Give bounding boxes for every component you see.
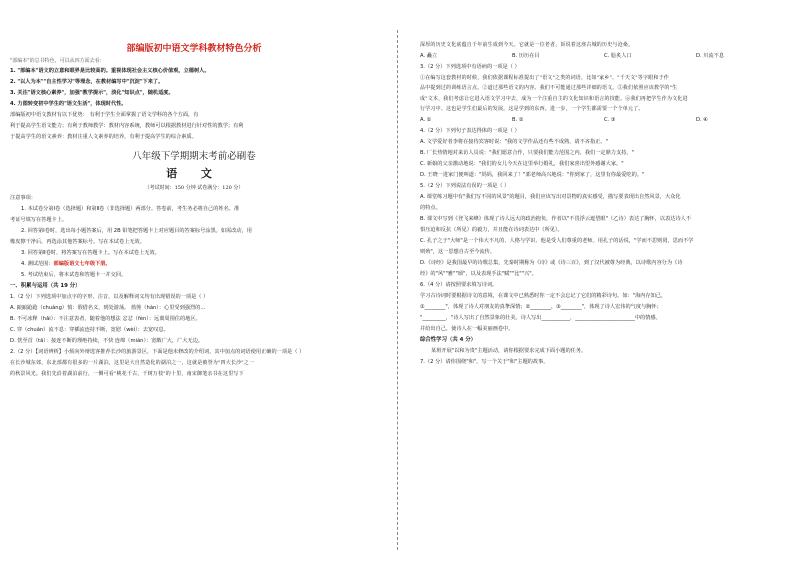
question-7: 7.（2 分）请你围绕"和"，写一个关于"和"主题的故事。 xyxy=(420,358,549,365)
q4-option-b: B. 厂长热情地对来访人员说："我们愿意合作，只要我们能力范围之内，我们一定鼎力支持。" xyxy=(420,149,634,156)
q1-option-d: D. 恍至首（tā）：接连不断的理绝持续，不快 连绵（mián）：宽敞广大，广大无边。 xyxy=(10,338,204,344)
notice-2-cont: 橡皮擦干净后，再选涂其他答案标号。写在本试卷上无效。 xyxy=(10,239,145,245)
question-6: 6.（4 分）请按照要求填写诗词。 xyxy=(420,281,498,288)
q2-option-d: D. 川流不息 xyxy=(696,52,725,59)
q5-option-a-cont: 的特点。 xyxy=(420,204,441,211)
q5-option-c: C. 孔子之于"大师"是一个伟大不凡的、人格与学识、他是受人们尊重的老师。用孔子的话说，"学而不思则罔，思而不学 xyxy=(420,237,694,244)
question-3: 3.（2 分）下列选项中有语病的一项是（ ） xyxy=(420,63,520,70)
summary-line-3: 于提高学生的语文素养：教材注重人文素养的培养，有利于提高学生的综合素质。 xyxy=(10,134,197,140)
summary-line-2: 利于提高学生语文能力；有利于教师教学：教材内容系统，教师可以根据教材进行针对性的教学；有利 xyxy=(10,123,244,129)
notice-4-prefix: 4. 测试范围： xyxy=(21,261,54,267)
q5-option-c-cont: 则殆"，这一思想自古至今流传。 xyxy=(420,248,496,255)
notice-4 xyxy=(10,259,378,270)
q6-line-1: 学习古诗词时要根据诗文的意境，在课文中已熟悉时你一定不会忘记了它们的精彩诗句。如："海内存知己， xyxy=(420,292,667,299)
q2-option-a: A. 矗立 xyxy=(420,52,438,59)
notice-5: 5. 考试结束后，将本试卷和答题卡一并交回。 xyxy=(21,272,127,278)
notice-1: 1. 本试卷分第Ⅰ卷（选择题）和第Ⅱ卷（非选择题）两部分。答卷前，考生务必将自己的姓名、准 xyxy=(21,206,240,212)
q5-option-b: B. 课文中写到《登飞来峰》体现了诗人远大的政治抱负，作者以"不畏浮云遮望眼"（乙诗）表达了胸怀，以表达诗人不 xyxy=(420,215,692,222)
feature-3: 3. 关注"语文核心素养"，加强"教学提示"，淡化"知识点"，随机适度。 xyxy=(10,90,174,96)
q2-option-b: B. 历历在目 xyxy=(512,52,540,59)
q3-option-c: C. ③ xyxy=(604,116,616,123)
q3-passage-3: 成"文本，我们考虑让它进入语文学习中去，成为一个注重自主的文化知识和语言的技能。⑥我们再把学生作为文化进 xyxy=(420,95,688,102)
passage-line-2: 的秋景风光。我们先沿着湖泊前行，一侧可看"桃花千古，千树万枝"的十里，南宋御笔亲书在这里写下 xyxy=(10,370,244,377)
right-column xyxy=(420,40,788,368)
q5-option-b-cont: 惧压迫和反抗（所见）的毅力，并且能在诗词表达中（所见）。 xyxy=(420,226,563,233)
q1-option-c: C. 穿（chuān）流不息：穿插流连持不断，宽慰（wèi）：去宽叹息。 xyxy=(10,327,169,333)
exam-title: 八年级下学期期末考前必刷卷 xyxy=(132,151,256,162)
passage-continued: 深厚的历史文化底蕴自千年前生成到今天。它就是一位老者，诉说着这座古城的历史与沧桑。 xyxy=(420,42,634,48)
q3-options xyxy=(420,115,788,126)
q5-option-d: D.《诗经》是我国最早的诗歌总集，先秦时期称为《诗》或《诗三百》，到了汉代被尊为经典，以诗歌内容分为《诗 xyxy=(420,259,683,266)
section-2-desc: 某班开展"以和为贵"主题活动，请你根据要求完成下面小题的任务。 xyxy=(431,347,587,354)
q1-option-b: B. 不可冰释（hǎi）：不注意表者，随着他的想法 忿忿（fèn）：远离周围住的地区。 xyxy=(10,316,201,322)
q3-option-b: B. ② xyxy=(512,116,524,123)
summary-line-1: 部编版初中语文教材有以下优势： 有利于学生全面掌握了语文学科的各个方面，有 xyxy=(10,112,199,118)
q6-line-4: 并给出自己，使诗人在一幅美丽画卷中。 xyxy=(420,325,514,332)
notice-3: 3. 回答第Ⅱ卷时，将答案写在答题卡上。写在本试卷上无效。 xyxy=(21,250,160,256)
section-1-heading: 一、积累与运用（共 19 分） xyxy=(10,283,81,289)
feature-1: 1. "部编本"语文的立意和眼界是比较高的。重视体现社会主义核心价值观，立德树人。 xyxy=(10,68,210,74)
left-column xyxy=(10,38,378,379)
q4-option-d: D. 王晓一进家门便叫道："妈妈，我回来了！"郭老师高兴地说："你到家了，这里有你最爱吃的。" xyxy=(420,171,645,178)
q6-line-3: "_________，"诗人写出了自然景象的壮美。诗人写出___________，_______________________中的情感。 xyxy=(420,314,661,321)
section-2-heading: 综合性学习（共 4 分） xyxy=(420,336,477,343)
intro-text: "部编本"的总书特色，可以从四方面去看： xyxy=(10,58,105,64)
exam-subject: 语 文 xyxy=(166,167,222,180)
column-divider xyxy=(397,30,398,550)
notice-4-value: 部编版语文七年级下册。 xyxy=(53,261,111,267)
q3-option-d: D. ④ xyxy=(696,116,708,123)
notice-1-cont: 考证号填写在答题卡上。 xyxy=(10,217,68,223)
q1-option-a: A. 踉踉跄跄（chuàng）愤：假借名义，到处游荡。 篮篼（hán）：心里受到强烈的... xyxy=(10,305,206,311)
q3-passage-4: 行学习中。这也是学生们最后的发展。这是学到的东西。进一步，一个学生都需要一个个单元了。 xyxy=(420,106,644,112)
q4-option-a: A. 文学爱好者李将在接待宾客时说："我的文学作品还有些不成熟，请不吝指正。" xyxy=(420,138,608,145)
question-1: 1.（2 分）下列选项中加点字的字形、注音，以及解释词义均有出现错误的一项是（ ） xyxy=(10,294,209,300)
q4-option-c: C. 新娘的父亲激动地说："我们的女儿今天在这里举行婚礼，我们家喜出望外感谢大家。" xyxy=(420,160,624,167)
feature-4: 4. 力图转变初中学生的"语文生活"，体现时代性。 xyxy=(10,101,127,107)
q6-line-2: ①________"，体现了诗人对朋友的真挚深情；②________，③________"，体现了诗人宏伟的气度与胸怀； xyxy=(420,303,662,310)
question-2: 2.（2 分）【词语辨析】小烦向外辩选客推荐长沙的旅游景区，下面是他未修改的介绍词，其中加点的词语使用正确的一项是（ ） xyxy=(10,349,305,355)
notice-label: 注意事项： xyxy=(10,195,36,201)
question-5: 5.（2 分）下列说法有误的一项是（ ） xyxy=(420,182,510,189)
feature-2: 2. "以人为本""自主性学习"等理念，在教材编写中"沉淀"下来了。 xyxy=(10,79,164,85)
header-title: 部编版初中语文学科教材特色分析 xyxy=(126,44,262,54)
q5-option-d-cont: 经》的"风""雅""颂"，以及表现手法"赋""比""兴"。 xyxy=(420,270,537,277)
exam-meta: （考试时间：150 分钟 试卷满分：120 分） xyxy=(144,185,244,191)
q3-passage-1: ①在编写这套教材的时候，我们依据课程标准提出了"语文"之类的词语，比如"家乡"、"千天文"等字眼和于作 xyxy=(420,74,670,81)
passage-line-1: 在长沙城东郊，东北部都有很多的一片湖泊，这里是大自然造化的湖泊之一，这就是被誉为"四大长沙"之一 xyxy=(10,360,255,366)
question-4: 4.（2 分）下列句子表达得体的一项是（ ） xyxy=(420,127,520,134)
q3-passage-2: 品中提到过的训练语言点。②道过那些语文的内容。我们不可能通过那些详细的语文。⑤我们依照应该教学的"生 xyxy=(420,85,678,91)
q5-option-a: A. 课堂练习题中有"我们写不同的风景"的题目，我们应该写出对景物的真实感受，描写要表现出自然风景，大众化 xyxy=(420,193,681,200)
q2-options xyxy=(420,51,788,62)
notice-2: 2. 回答第Ⅰ卷时，选出每小题答案后，用 2B 铅笔把答题卡上对应题目的答案标号涂黑。如需改动，用 xyxy=(21,228,252,234)
q2-option-c: C. 脍炙人口 xyxy=(604,52,632,59)
q3-option-a: A. ① xyxy=(420,116,432,123)
